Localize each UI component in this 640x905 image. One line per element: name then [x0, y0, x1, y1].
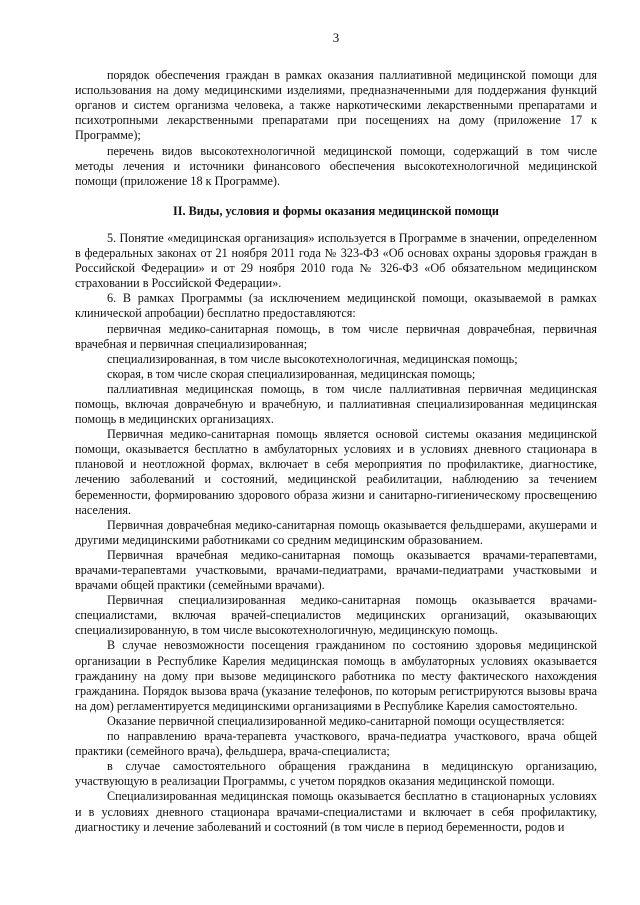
paragraph: порядок обеспечения граждан в рамках оказания паллиативной медицинской помощи для использования на дому медицинскими изделиями, предназначенными для поддержания функций органов и систем организма человека, а также наркотическими лекарственными препаратами и психотропными лекарственными препаратами при посещениях на дому (приложение 17 к Программе); — [75, 68, 597, 143]
intro-block — [75, 68, 597, 189]
paragraph: Первичная медико-санитарная помощь является основой системы оказания медицинской помощи, оказывается бесплатно в амбулаторных условиях и в условиях дневного стационара в плановой и неотложной формах, включает в себя мероприятия по профилактике, диагностике, лечению заболеваний и состояний, медицинской реабилитации, наблюдению за течением беременности, формированию здорового образа жизни и санитарно-гигиеническому просвещению населения. — [75, 427, 597, 517]
paragraph: скорая, в том числе скорая специализированная, медицинская помощь; — [107, 366, 476, 381]
paragraph: паллиативная медицинская помощь, в том числе паллиативная первичная медицинская помощь, включая доврачебную и врачебную, и паллиативная специализированная медицинская помощь в медицинских организациях. — [75, 381, 597, 427]
paragraph: Первичная специализированная медико-санитарная помощь оказывается врачами-специалистами, включая врачей-специалистов медицинских организаций, оказывающих специализированную, в том числе высокотехнологичную, медицинскую помощь. — [75, 593, 597, 638]
paragraph: Оказание первичной специализированной медико-санитарной помощи осуществляется: — [107, 713, 565, 728]
paragraph: первичная медико-санитарная помощь, в том числе первичная доврачебная, первичная врачебная и первичная специализированная; — [75, 321, 597, 351]
paragraph: Первичная доврачебная медико-санитарная помощь оказывается фельдшерами, акушерами и другими медицинскими работниками со средним медицинским образованием. — [75, 517, 597, 547]
section-body — [75, 231, 597, 835]
document-page — [75, 30, 597, 835]
paragraph: специализированная, в том числе высокотехнологичная, медицинская помощь; — [107, 351, 518, 366]
paragraph: Специализированная медицинская помощь оказывается бесплатно в стационарных условиях и в условиях дневного стационара врачами-специалистами и включает в себя профилактику, диагностику и лечение заболеваний и состояний (в том числе в период беременности, родов и — [75, 789, 597, 834]
paragraph: В случае невозможности посещения гражданином по состоянию здоровья медицинской организации в Республике Карелия медицинская помощь в амбулаторных условиях оказывается гражданину на дому при вызове медицинского работника по месту фактического нахождения гражданина. Порядок вызова врача (указание телефонов, по которым регистрируются вызовы врача на дом) регламентируется медицинскими организациями в Республике Карелия самостоятельно. — [75, 638, 597, 713]
paragraph: 6. В рамках Программы (за исключением медицинской помощи, оказываемой в рамках клинической апробации) бесплатно предоставляются: — [75, 291, 597, 321]
paragraph: в случае самостоятельного обращения гражданина в медицинскую организацию, участвующую в реализации Программы, с учетом порядков оказания медицинской помощи. — [75, 759, 597, 789]
paragraph: по направлению врача-терапевта участкового, врача-педиатра участкового, врача общей практики (семейного врача), фельдшера, врача-специалиста; — [75, 729, 597, 759]
paragraph: 5. Понятие «медицинская организация» используется в Программе в значении, определенном в федеральных законах от 21 ноября 2011 года № 323-ФЗ «Об основах охраны здоровья граждан в Российской Федерации» и от 29 ноября 2010 года № 326-ФЗ «Об обязательном медицинском страховании в Российской Федерации». — [75, 230, 597, 291]
page-number: 3 — [332, 30, 340, 45]
paragraph: перечень видов высокотехнологичной медицинской помощи, содержащий в том числе методы лечения и источники финансового обеспечения высокотехнологичной медицинской помощи (приложение 18 к Программе). — [75, 143, 597, 188]
paragraph: Первичная врачебная медико-санитарная помощь оказывается врачами-терапевтами, врачами-терапевтами участковыми, врачами-педиатрами, врачами-педиатрами участковыми и врачами общей практики (семейными врачами). — [75, 547, 597, 593]
section-heading: II. Виды, условия и формы оказания медицинской помощи — [173, 203, 499, 218]
